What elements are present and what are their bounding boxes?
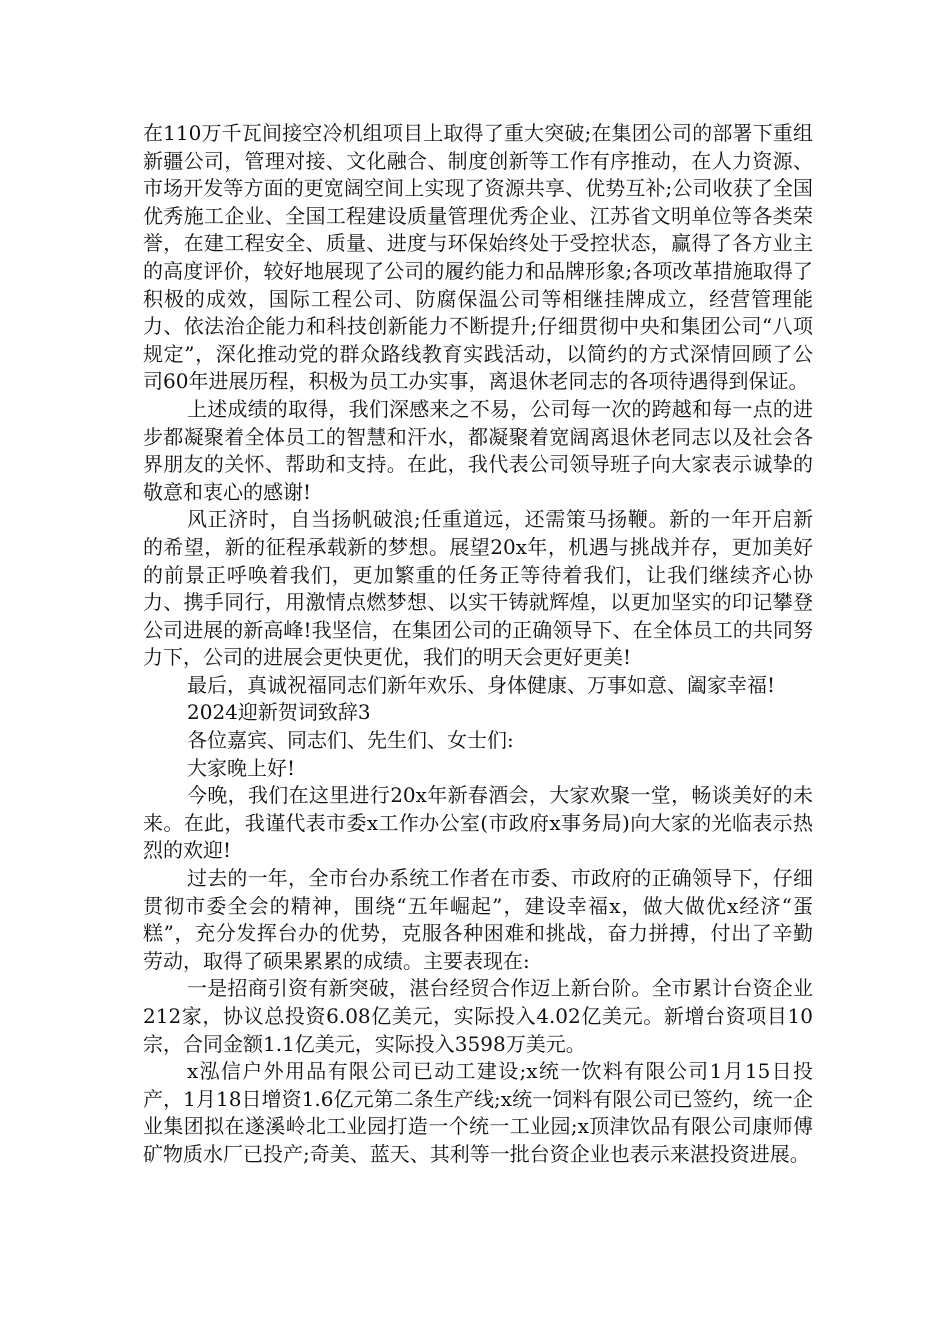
paragraph-gratitude: 上述成绩的取得，我们深感来之不易，公司每一次的跨越和每一点的进步都凝聚着全体员工的智慧和汗水，都凝聚着宽阔离退休老同志以及社会各界朋友的关怀、帮助和支持。在此，我代表公司领导班子向大家表示诚挚的敬意和衷心的感谢! [143, 396, 813, 504]
paragraph-achievements: 在110万千瓦间接空冷机组项目上取得了重大突破;在集团公司的部署下重组新疆公司，管理对接、文化融合、制度创新等工作有序推动，在人力资源、市场开发等方面的更宽阔空间上实现了资源共享、优势互补;公司收获了全国优秀施工企业、全国工程建设质量管理优秀企业、江苏省文明单位等各类荣誉，在建工程安全、质量、进度与环保始终处于受控状态，赢得了各方业主的高度评价，较好地展现了公司的履约能力和品牌形象;各项改革措施取得了积极的成效，国际工程公司、防腐保温公司等相继挂牌成立，经营管理能力、依法治企能力和科技创新能力不断提升;仔细贯彻中央和集团公司“八项规定”，深化推动党的群众路线教育实践活动，以简约的方式深情回顾了公司60年进展历程，积极为员工办实事，离退休老同志的各项待遇得到保证。 [143, 121, 813, 394]
document-page [143, 120, 813, 1169]
salutation: 各位嘉宾、同志们、先生们、女士们: [187, 728, 514, 753]
paragraph-outlook: 风正济时，自当扬帆破浪;任重道远，还需策马扬鞭。新的一年开启新的希望，新的征程承载新的梦想。展望20x年，机遇与挑战并存，更加美好的前景正呼唤着我们，更加繁重的任务正等待着我们，让我们继续齐心协力、携手同行，用激情点燃梦想、以实干铸就辉煌，以更加坚实的印记攀登公司进展的新高峰!我坚信，在集团公司的正确领导下、在全体员工的共同努力下，公司的进展会更快更优，我们的明天会更好更美! [143, 507, 813, 670]
section-heading: 2024迎新贺词致辞3 [187, 700, 371, 725]
paragraph-welcome: 今晚，我们在这里进行20x年新春酒会，大家欢聚一堂，畅谈美好的未来。在此，我谨代表市委x工作办公室(市政府x事务局)向大家的光临表示热烈的欢迎! [143, 783, 813, 863]
paragraph-past-year: 过去的一年，全市台办系统工作者在市委、市政府的正确领导下，仔细贯彻市委全会的精神，围绕“五年崛起”，建设幸福x，做大做优x经济“蛋糕”，充分发挥台办的优势，克服各种困难和挑战，奋力拼搏，付出了辛勤劳动，取得了硕果累累的成绩。主要表现在: [143, 866, 813, 973]
paragraph-enterprises: x泓信户外用品有限公司已动工建设;x统一饮料有限公司1月15日投产，1月18日增资1.6亿元第二条生产线;x统一饲料有限公司已签约，统一企业集团拟在遂溪岭北工业园打造一个统一工业园;x顶津饮品有限公司康师傅矿物质水厂已投产;奇美、蓝天、其利等一批台资企业也表示来湛投资进展。 [143, 1059, 813, 1166]
paragraph-closing-wishes: 最后，真诚祝福同志们新年欢乐、身体健康、万事如意、阖家幸福! [187, 672, 776, 697]
paragraph-investment: 一是招商引资有新突破，湛台经贸合作迈上新台阶。全市累计台资企业212家，协议总投资6.08亿美元，实际投入4.02亿美元。新增台资项目10宗，合同金额1.1亿美元，实际投入3598万美元。 [143, 976, 813, 1056]
greeting: 大家晚上好! [187, 755, 296, 780]
